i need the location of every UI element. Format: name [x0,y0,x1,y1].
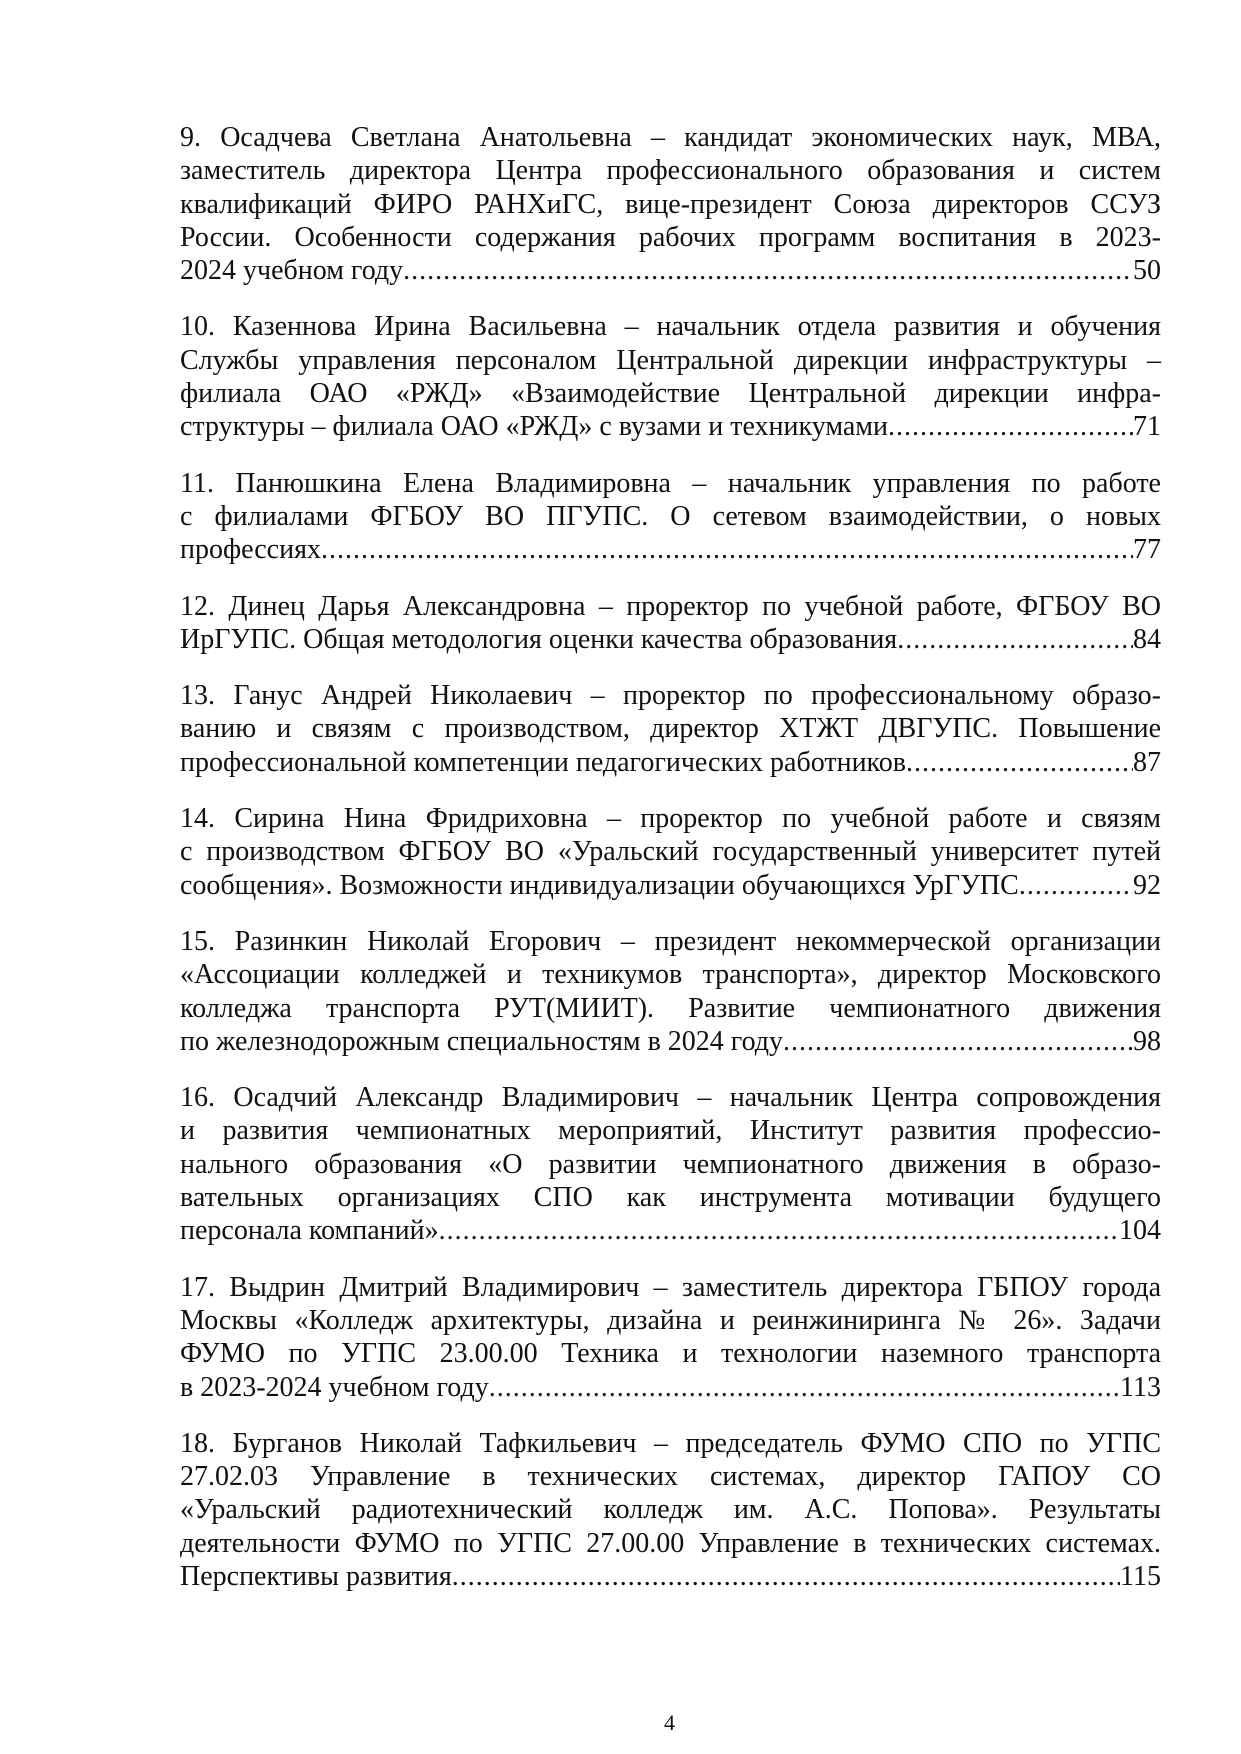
toc-entry-page: 115 [1120,1560,1161,1592]
toc-entry [180,467,1161,567]
toc-entry-line: России. Особенности содержания рабочих программ воспитания в 2023- [180,221,1161,253]
toc-entry-title-end: структуры – филиала ОАО «РЖД» с вузами и техникумами [180,411,888,443]
toc-entry-line: квалификаций ФИРО РАНХиГС, вице-президент Союза директоров ССУЗ [180,188,1161,220]
dot-leader [321,533,1133,566]
toc-entry-last-line [180,869,1161,902]
toc-entry-line: 12. Динец Дарья Александровна – проректор по учебной работе, ФГБОУ ВО [180,590,1161,622]
toc-entry-last-line [180,1214,1161,1247]
toc-entry-page: 87 [1133,746,1161,778]
toc-entry-title-end: ИрГУПС. Общая методология оценки качества образования [180,623,898,655]
toc-entry-line: деятельности ФУМО по УГПС 27.00.00 Управление в технических системах. [180,1527,1161,1559]
toc-entry [180,925,1161,1058]
toc-entry-line: вательных организациях СПО как инструмента мотивации будущего [180,1182,1161,1214]
dot-leader [906,746,1133,779]
toc-entry-line: и развития чемпионатных мероприятий, Институт развития профессио- [180,1115,1161,1147]
toc-entry-page: 104 [1119,1215,1161,1247]
toc-entry-page: 113 [1120,1371,1161,1403]
toc-entry-title-end: сообщения». Возможности индивидуализации обучающихся УрГУПС [180,869,1019,901]
toc-entry-line: 16. Осадчий Александр Владимирович – начальник Центра сопровождения [180,1082,1161,1114]
dot-leader [897,623,1133,656]
toc-entry-line: ванию и связям с производством, директор ХТЖТ ДВГУПС. Повышение [180,713,1161,745]
toc-entry-page: 98 [1133,1025,1161,1057]
toc-entry-title-end: 2024 учебном году [180,255,404,287]
toc-entry-title-end: персонала компаний» [180,1215,439,1247]
toc-entry-page: 84 [1133,623,1161,655]
toc-entry-page: 71 [1133,411,1161,443]
toc-entry-line: Службы управления персоналом Центральной дирекции инфраструктуры – [180,344,1161,376]
table-of-contents [180,121,1161,1616]
toc-entry-page: 92 [1133,869,1161,901]
toc-entry-line: 9. Осадчева Светлана Анатольевна – кандидат экономических наук, МВА, [180,122,1161,153]
toc-entry-line: с филиалами ФГБОУ ВО ПГУПС. О сетевом взаимодействии, о новых [180,500,1161,532]
toc-entry-line: 13. Ганус Андрей Николаевич – проректор по профессиональному образо- [180,680,1161,712]
toc-entry-line: нального образования «О развитии чемпионатного движения в образо- [180,1148,1161,1180]
toc-entry-line: ФУМО по УГПС 23.00.00 Техника и технологии наземного транспорта [180,1338,1161,1370]
dot-leader [489,1371,1120,1404]
toc-entry [180,679,1161,779]
toc-entry-title-end: профессиях [180,534,321,566]
toc-entry-title-end: в 2023-2024 учебном году [180,1371,489,1403]
toc-entry [180,121,1161,287]
toc-entry [180,1427,1161,1593]
toc-entry-page: 77 [1133,534,1161,566]
toc-entry-line: 11. Панюшкина Елена Владимировна – начальник управления по работе [180,467,1161,499]
toc-entry-line: Москвы «Колледж архитектуры, дизайна и реинжиниринга № 26». Задачи [180,1304,1161,1336]
toc-entry-line: «Уральский радиотехнический колледж им. А.С. Попова». Результаты [180,1494,1161,1526]
toc-entry-line: 10. Казеннова Ирина Васильевна – начальник отдела развития и обучения [180,311,1161,343]
toc-entry [180,310,1161,443]
dot-leader [1019,869,1133,902]
dot-leader [888,410,1133,443]
toc-entry-page: 50 [1133,255,1161,287]
dot-leader [452,1560,1120,1593]
toc-entry-last-line [180,254,1161,287]
toc-entry [180,590,1161,657]
toc-entry [180,802,1161,902]
dot-leader [403,254,1133,287]
toc-entry-line: 27.02.03 Управление в технических системах, директор ГАПОУ СО [180,1461,1161,1493]
toc-entry-last-line [180,410,1161,443]
toc-entry-line: «Ассоциации колледжей и техникумов транспорта», директор Московского [180,959,1161,991]
dot-leader [783,1025,1133,1058]
toc-entry-last-line [180,533,1161,566]
dot-leader [439,1214,1119,1247]
toc-entry-line: филиала ОАО «РЖД» «Взаимодействие Центральной дирекции инфра- [180,378,1161,410]
toc-entry-line: 14. Сирина Нина Фридриховна – проректор по учебной работе и связям [180,803,1161,835]
toc-entry [180,1271,1161,1404]
toc-entry [180,1081,1161,1247]
toc-entry-title-end: профессиональной компетенции педагогических работников [180,746,906,778]
toc-entry-last-line [180,1560,1161,1593]
page-number: 4 [664,1710,675,1735]
toc-entry-line: 15. Разинкин Николай Егорович – президент некоммерческой организации [180,925,1161,957]
toc-entry-last-line [180,1371,1161,1404]
toc-entry-last-line [180,623,1161,656]
toc-entry-last-line [180,746,1161,779]
toc-entry-last-line [180,1025,1161,1058]
toc-entry-title-end: по железнодорожным специальностям в 2024 году [180,1025,784,1057]
toc-entry-line: с производством ФГБОУ ВО «Уральский государственный университет путей [180,836,1161,868]
toc-entry-line: 18. Бурганов Николай Тафкильевич – председатель ФУМО СПО по УГПС [180,1427,1161,1459]
toc-entry-line: заместитель директора Центра профессионального образования и систем [180,155,1161,187]
toc-entry-line: 17. Выдрин Дмитрий Владимирович – заместитель директора ГБПОУ города [180,1271,1161,1303]
toc-entry-title-end: Перспективы развития [180,1560,452,1592]
toc-entry-line: колледжа транспорта РУТ(МИИТ). Развитие чемпионатного движения [180,992,1161,1024]
